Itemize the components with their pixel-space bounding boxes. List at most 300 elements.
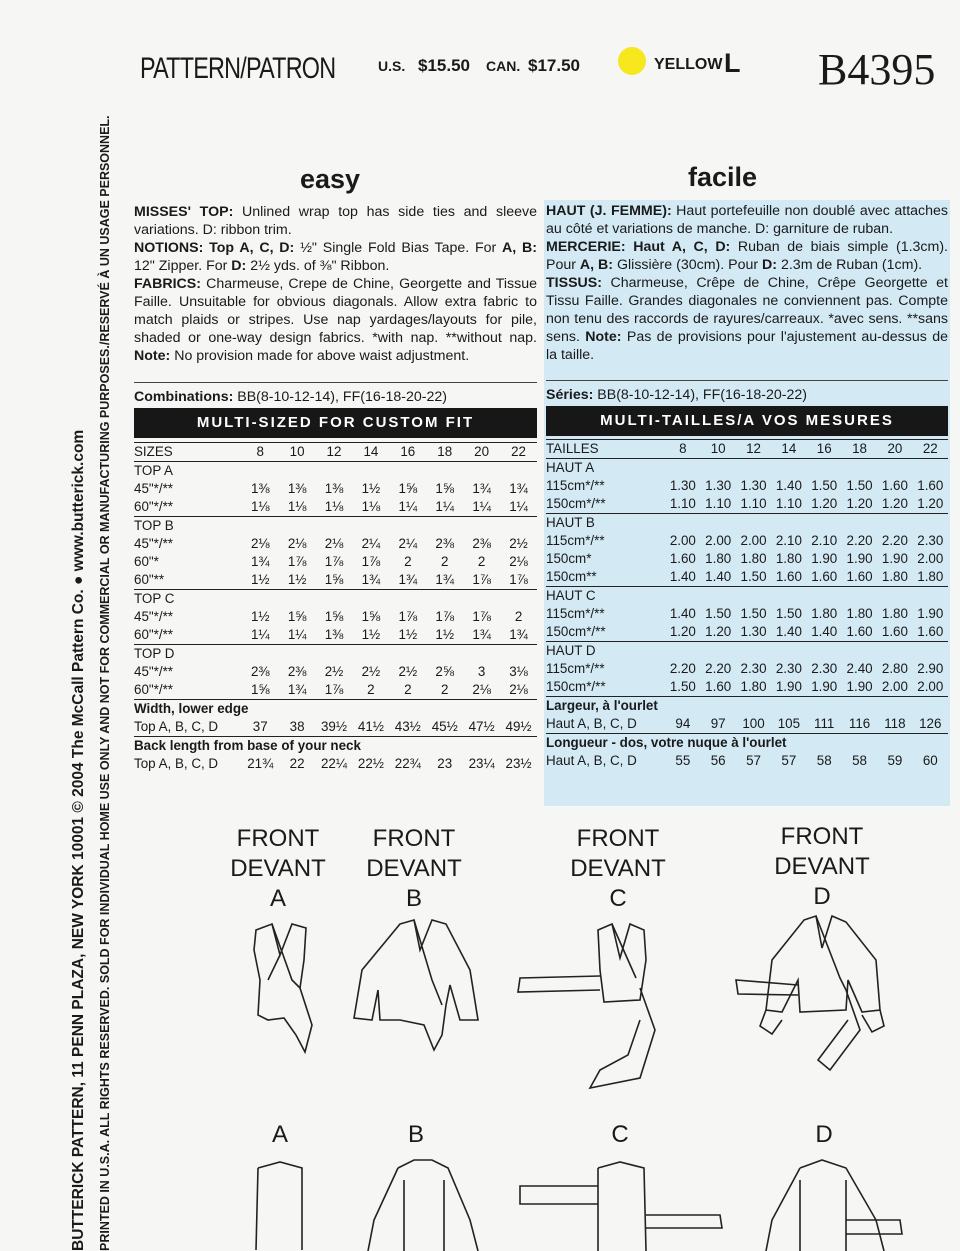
table-cell xyxy=(426,590,463,609)
table-cell: 1½ xyxy=(398,627,418,642)
table-cell: 1.20 xyxy=(881,496,908,511)
table-cell: 1⅜ xyxy=(324,627,344,642)
row-label: 60"*/** xyxy=(134,499,174,514)
sketch-a-back xyxy=(256,1162,302,1250)
table-cell: 116 xyxy=(848,716,871,731)
table-cell: 2.00 xyxy=(669,533,696,548)
row-label: 115cm*/** xyxy=(546,606,605,621)
table-cell xyxy=(913,642,948,661)
table-cell: 2 xyxy=(404,554,412,569)
sizes-header-row xyxy=(546,440,948,459)
yardage-row xyxy=(546,678,948,697)
table-cell: 1.40 xyxy=(669,569,696,584)
table-cell: 12 xyxy=(746,441,761,456)
table-cell xyxy=(807,459,842,478)
back-label-a: A xyxy=(271,1121,288,1148)
table-cell: 1.40 xyxy=(775,478,802,493)
row-label: 45"*/** xyxy=(134,481,174,496)
table-cell: 14 xyxy=(781,441,797,456)
table-cell: 2.20 xyxy=(669,661,696,676)
table-cell: 2.30 xyxy=(775,661,802,676)
table-cell xyxy=(701,587,736,606)
row-label: 115cm*/** xyxy=(546,533,605,548)
row-label: HAUT D xyxy=(546,643,596,658)
table-cell: 2.00 xyxy=(705,533,732,548)
table-cell xyxy=(701,642,736,661)
table-cell: 1.40 xyxy=(811,624,838,639)
table-cell: 8 xyxy=(256,444,264,459)
table-cell: 1.30 xyxy=(740,624,767,639)
row-label: HAUT B xyxy=(546,515,595,530)
table-cell: 2.10 xyxy=(775,533,802,548)
table-cell xyxy=(463,517,500,536)
table-cell: 1⅛ xyxy=(287,499,307,514)
table-cell xyxy=(389,590,426,609)
sketch-label-c: FRONT DEVANT C xyxy=(570,825,666,912)
pattern-label: PATTERN/PATRON xyxy=(140,52,336,85)
table-cell xyxy=(807,642,842,661)
yardage-row xyxy=(546,568,948,587)
row-label: 150cm*/** xyxy=(546,624,606,639)
french-series: Séries: BB(8-10-12-14), FF(16-18-20-22) xyxy=(546,387,808,403)
table-cell: 1½ xyxy=(250,609,270,624)
table-cell: 1¼ xyxy=(398,499,418,514)
table-cell: 1.80 xyxy=(811,606,838,621)
table-cell xyxy=(665,587,700,606)
table-cell: 1¾ xyxy=(287,682,307,697)
yardage-row xyxy=(134,608,537,626)
table-cell: 1¼ xyxy=(435,499,455,514)
yardage-row xyxy=(134,480,537,498)
table-cell: 1⅛ xyxy=(361,499,381,514)
table-cell: 1.60 xyxy=(881,624,908,639)
sketch-d-back xyxy=(766,1160,902,1251)
back-label-c: C xyxy=(611,1121,629,1148)
table-cell: 1⅛ xyxy=(324,499,344,514)
table-cell: 1.90 xyxy=(811,679,838,694)
table-cell: 2.80 xyxy=(881,661,908,676)
row-label: TOP D xyxy=(134,646,175,661)
sketch-c-back xyxy=(520,1162,722,1251)
row-label: 45"*/** xyxy=(134,664,174,679)
table-cell xyxy=(736,459,771,478)
row-label: Longueur - dos, votre nuque à l'ourlet xyxy=(546,735,787,750)
yardage-row xyxy=(546,532,948,550)
row-label: Back length from base of your neck xyxy=(134,738,361,753)
table-cell: 2⅛ xyxy=(472,682,491,697)
english-description: MISSES' TOP: Unlined wrap top has side ties and sleeve variations. D: ribbon trim. NOTIONS: Top A, C, D: ½" Single Fold Bias Tape. For A, B: 12" Zipper. For D: 2½ yds. of ⅜" Ribbon. FABRICS: Charmeuse, Crepe de Chine, Georgette and Tissue Faille. Unsuitable for obvious diagonals. Allow extra fabric to match plaids or stripes. Use nap yardages/layouts for pile, shaded or one-way design fabrics. *with nap. **without nap. Note: No provision made for above waist adjustment. xyxy=(134,204,538,364)
table-cell: 1.60 xyxy=(811,569,838,584)
table-cell xyxy=(316,517,353,536)
table-cell: 1⅝ xyxy=(324,609,344,624)
back-length-label-row xyxy=(546,734,948,753)
yardage-row xyxy=(134,663,537,681)
table-cell: 1.60 xyxy=(846,624,873,639)
table-cell: 1½ xyxy=(250,572,270,587)
row-label: TAILLES xyxy=(546,441,599,456)
table-cell: 2.40 xyxy=(846,661,873,676)
pattern-code: B4395 xyxy=(818,45,936,94)
table-cell: 1.90 xyxy=(846,679,873,694)
table-cell xyxy=(352,645,389,664)
table-cell: 55 xyxy=(675,753,691,768)
table-cell xyxy=(807,587,842,606)
table-cell: 1⅞ xyxy=(398,609,418,624)
table-cell: 60 xyxy=(922,753,938,768)
table-cell: 59 xyxy=(887,753,903,768)
table-cell xyxy=(771,459,806,478)
table-cell xyxy=(316,645,353,664)
table-cell: 1.30 xyxy=(669,478,696,493)
table-cell xyxy=(736,587,771,606)
table-cell: 1.60 xyxy=(881,478,908,493)
table-cell: 1¼ xyxy=(472,499,491,514)
row-label: 150cm*/** xyxy=(546,496,606,511)
back-label-b: B xyxy=(407,1121,424,1148)
table-cell: 1.60 xyxy=(917,478,944,493)
table-cell: 1.80 xyxy=(846,606,873,621)
row-label: 115cm*/** xyxy=(546,661,605,676)
table-cell: 2⅛ xyxy=(324,536,344,551)
table-cell: 1.60 xyxy=(669,551,696,566)
back-label-d: D xyxy=(815,1121,833,1148)
table-cell: 1.10 xyxy=(705,496,732,511)
table-cell: 10 xyxy=(289,444,305,459)
row-label: TOP C xyxy=(134,591,175,606)
table-cell: 2½ xyxy=(509,536,528,551)
table-cell: 38 xyxy=(289,719,305,734)
table-cell: 3⅛ xyxy=(509,664,528,679)
table-cell: 2.30 xyxy=(740,661,767,676)
table-cell xyxy=(736,514,771,533)
row-label: 60"* xyxy=(134,554,159,569)
table-cell: 1⅝ xyxy=(287,609,307,624)
table-cell xyxy=(279,462,316,481)
table-cell: 1¼ xyxy=(287,627,307,642)
table-cell: 1.40 xyxy=(775,624,802,639)
table-cell: 2⅛ xyxy=(509,682,528,697)
yardage-row xyxy=(546,605,948,623)
yardage-row xyxy=(546,550,948,568)
table-cell: 1.40 xyxy=(669,606,696,621)
table-cell: 23½ xyxy=(505,756,532,771)
table-cell xyxy=(352,462,389,481)
table-cell: 1.40 xyxy=(705,569,732,584)
table-cell: 22 xyxy=(922,441,938,456)
table-cell: 94 xyxy=(675,716,691,731)
row-label: TOP B xyxy=(134,518,174,533)
table-cell xyxy=(352,590,389,609)
table-cell: 1¼ xyxy=(509,499,528,514)
sketch-b-front xyxy=(354,920,478,1050)
table-cell xyxy=(913,459,948,478)
table-cell: 1⅜ xyxy=(250,481,270,496)
table-cell xyxy=(279,517,316,536)
group-name-row xyxy=(134,462,537,481)
table-cell: 1⅝ xyxy=(398,481,418,496)
table-cell: 2 xyxy=(367,682,375,697)
table-cell: 2.00 xyxy=(917,679,944,694)
row-label: 115cm*/** xyxy=(546,478,605,493)
back-length-values-row xyxy=(134,755,537,773)
table-cell: 45½ xyxy=(431,719,458,734)
sketch-area xyxy=(0,820,960,1251)
table-cell: 1⅞ xyxy=(472,609,491,624)
table-cell xyxy=(771,587,806,606)
table-cell: 1⅜ xyxy=(287,481,307,496)
sketch-c-front xyxy=(598,924,646,1002)
us-price: $15.50 xyxy=(418,56,470,75)
sizes-header-row xyxy=(134,443,537,462)
yardage-row xyxy=(134,571,537,590)
table-cell: 2⅝ xyxy=(435,664,455,679)
french-yardage-table xyxy=(546,439,948,770)
row-label: 45"*/** xyxy=(134,536,174,551)
table-cell: 1⅞ xyxy=(509,572,528,587)
table-cell: 105 xyxy=(777,716,801,731)
row-label: TOP A xyxy=(134,463,173,478)
table-cell: 1⅝ xyxy=(361,609,381,624)
table-cell: 12 xyxy=(326,444,342,459)
yardage-row xyxy=(546,623,948,642)
table-cell: 20 xyxy=(887,441,903,456)
spine-line-2: PRINTED IN U.S.A. ALL RIGHTS RESERVED. SOLD FOR INDIVIDUAL HOME USE ONLY AND NOT FOR COMMERCIAL OR MANUFACTURING PURPOSES./RESERVÉ À UN USAGE PERSONNEL. xyxy=(98,115,112,1251)
table-cell: 2¼ xyxy=(398,536,418,551)
table-cell: 1½ xyxy=(361,627,381,642)
table-cell: 2.10 xyxy=(811,533,838,548)
table-cell: 1¾ xyxy=(435,572,455,587)
table-cell: 2⅛ xyxy=(509,554,528,569)
row-label: Top A, B, C, D xyxy=(134,719,219,734)
table-cell: 1⅛ xyxy=(250,499,270,514)
row-label: Haut A, B, C, D xyxy=(546,753,637,768)
table-cell: 1.20 xyxy=(811,496,838,511)
heading-facile: facile xyxy=(688,162,758,192)
table-cell xyxy=(842,514,877,533)
french-description: HAUT (J. FEMME): Haut portefeuille non doublé avec attaches au côté et variations de manche. D: garniture de ruban. MERCERIE: Haut A, C, D: Ruban de biais simple (1.3cm). Pour A, B: Glissière (30cm). Pour D: 2.3m de Ruban (1cm). TISSUS: Charmeuse, Crêpe de Chine, Crêpe Georgette et Tissu Faille. Grandes diagonales ne conviennent pas. Compte non tenu des raccords de rayures/carreaux. *avec sens. **sans sens. Note: Pas de provisions pour l'ajustement au-dessus de la taille. xyxy=(546,203,948,363)
table-cell: 2½ xyxy=(398,664,418,679)
english-band: MULTI-SIZED FOR CUSTOM FIT xyxy=(134,408,537,438)
table-cell: 23¼ xyxy=(468,756,495,771)
table-cell: 37 xyxy=(252,719,268,734)
row-label: HAUT A xyxy=(546,460,595,475)
table-cell xyxy=(426,517,463,536)
table-cell: 1⅞ xyxy=(361,554,381,569)
table-cell: 1¾ xyxy=(509,481,528,496)
table-cell: 2.00 xyxy=(881,679,908,694)
table-cell xyxy=(279,590,316,609)
table-cell: 100 xyxy=(742,716,765,731)
row-label: SIZES xyxy=(134,444,173,459)
table-cell xyxy=(500,590,537,609)
table-cell xyxy=(242,517,279,536)
table-cell: 1.90 xyxy=(811,551,838,566)
table-cell: 2 xyxy=(514,609,523,624)
row-label: 60"*/** xyxy=(134,627,174,642)
row-label: Haut A, B, C, D xyxy=(546,716,637,731)
table-cell: 1½ xyxy=(287,572,307,587)
table-cell xyxy=(389,462,426,481)
sketch-b-back xyxy=(368,1160,478,1251)
table-cell: 2.20 xyxy=(846,533,873,548)
back-length-label-row xyxy=(134,737,537,756)
table-cell: 1.80 xyxy=(917,569,944,584)
table-cell: 1.50 xyxy=(775,606,802,621)
sketch-label-b: FRONT DEVANT B xyxy=(366,825,462,912)
table-cell: 2.90 xyxy=(917,661,944,676)
table-cell: 2⅜ xyxy=(472,536,491,551)
table-cell xyxy=(913,587,948,606)
sketch-a-front xyxy=(254,924,312,1052)
table-cell: 8 xyxy=(679,441,687,456)
width-label-row xyxy=(134,700,537,719)
table-cell: 1.90 xyxy=(775,679,802,694)
table-cell: 22 xyxy=(511,444,526,459)
group-name-row xyxy=(546,514,948,533)
table-cell: 1.80 xyxy=(705,551,732,566)
table-cell: 1.80 xyxy=(740,679,767,694)
table-cell: 22¼ xyxy=(320,756,348,771)
table-cell: 2 xyxy=(404,682,412,697)
table-cell: 10 xyxy=(710,441,726,456)
table-cell xyxy=(842,459,877,478)
row-label: Top A, B, C, D xyxy=(134,756,219,771)
table-cell: 16 xyxy=(816,441,832,456)
table-cell: 2 xyxy=(440,682,449,697)
table-cell xyxy=(665,459,700,478)
table-cell: 1.20 xyxy=(669,624,696,639)
table-cell xyxy=(352,517,389,536)
table-cell: 1⅞ xyxy=(324,554,344,569)
table-cell: 1.60 xyxy=(775,569,802,584)
yardage-row xyxy=(134,681,537,700)
table-cell: 1⅜ xyxy=(324,481,344,496)
yardage-row xyxy=(134,553,537,571)
table-cell xyxy=(736,642,771,661)
group-name-row xyxy=(134,590,537,609)
table-cell xyxy=(665,642,700,661)
table-cell: 1½ xyxy=(361,481,381,496)
table-cell xyxy=(426,645,463,664)
table-cell xyxy=(389,517,426,536)
row-label: 60"*/** xyxy=(134,682,174,697)
table-cell: 126 xyxy=(919,716,942,731)
table-cell xyxy=(500,517,537,536)
table-cell: 1½ xyxy=(435,627,455,642)
yardage-row xyxy=(546,660,948,678)
french-band: MULTI-TAILLES/A VOS MESURES xyxy=(546,406,948,436)
table-cell: 2.20 xyxy=(705,661,732,676)
table-cell: 1.50 xyxy=(846,478,873,493)
group-name-row xyxy=(134,517,537,536)
table-cell xyxy=(771,514,806,533)
english-combinations: Combinations: BB(8-10-12-14), FF(16-18-20-22) xyxy=(134,389,447,405)
table-cell: 1¾ xyxy=(472,627,491,642)
table-cell: 1.90 xyxy=(917,606,944,621)
table-cell: 22½ xyxy=(357,756,384,771)
yardage-row xyxy=(134,535,537,553)
table-cell xyxy=(500,645,537,664)
table-cell: 1.50 xyxy=(705,606,732,621)
table-cell xyxy=(913,514,948,533)
table-cell: 1.30 xyxy=(705,478,732,493)
table-cell: 1.50 xyxy=(740,569,767,584)
table-cell: 1⅝ xyxy=(250,682,270,697)
table-cell xyxy=(771,642,806,661)
sticker-color-label: YELLOW xyxy=(654,56,723,73)
table-cell: 1⅞ xyxy=(435,609,455,624)
heading-easy: easy xyxy=(300,164,361,194)
table-cell: 2.00 xyxy=(917,551,944,566)
table-cell xyxy=(463,462,500,481)
table-cell xyxy=(701,459,736,478)
width-values-row xyxy=(134,718,537,737)
table-cell: 14 xyxy=(363,444,379,459)
table-cell: 2 xyxy=(440,554,449,569)
table-cell: 1.20 xyxy=(846,496,873,511)
table-cell: 2⅛ xyxy=(287,536,307,551)
table-cell: 1.80 xyxy=(775,551,802,566)
table-cell: 2.30 xyxy=(917,533,944,548)
yardage-row xyxy=(134,626,537,645)
table-cell: 1.10 xyxy=(740,496,767,511)
sketch-label-d: FRONT DEVANT D xyxy=(774,823,870,910)
table-cell: 1.50 xyxy=(811,478,838,493)
table-cell xyxy=(316,590,353,609)
table-cell: 57 xyxy=(746,753,761,768)
table-cell xyxy=(701,514,736,533)
table-cell: 18 xyxy=(852,441,868,456)
table-cell: 2.00 xyxy=(740,533,767,548)
table-cell: 1.10 xyxy=(669,496,696,511)
table-cell xyxy=(877,514,912,533)
table-cell: 2¼ xyxy=(361,536,381,551)
table-cell xyxy=(807,514,842,533)
yardage-row xyxy=(134,498,537,517)
table-cell: 2⅜ xyxy=(435,536,455,551)
table-cell: 2 xyxy=(477,554,486,569)
row-label: Largeur, à l'ourlet xyxy=(546,698,658,713)
table-cell: 2.20 xyxy=(881,533,908,548)
table-cell xyxy=(877,587,912,606)
row-label: Width, lower edge xyxy=(134,701,249,716)
table-cell: 1.50 xyxy=(669,679,696,694)
yellow-dot-icon xyxy=(618,47,646,75)
row-label: 60"** xyxy=(134,572,165,587)
group-name-row xyxy=(134,645,537,664)
row-label: HAUT C xyxy=(546,588,596,603)
table-cell: 1¾ xyxy=(509,627,528,642)
table-cell: 111 xyxy=(814,716,835,731)
table-cell: 1¼ xyxy=(250,627,270,642)
table-cell: 43½ xyxy=(394,719,421,734)
row-label: 150cm*/** xyxy=(546,679,606,694)
table-cell xyxy=(242,462,279,481)
table-cell xyxy=(877,459,912,478)
table-cell: 1.20 xyxy=(917,496,944,511)
table-cell: 58 xyxy=(816,753,832,768)
yardage-row xyxy=(546,495,948,514)
width-values-row xyxy=(546,715,948,734)
table-cell: 1⅝ xyxy=(324,572,344,587)
table-cell: 1⅞ xyxy=(287,554,307,569)
table-cell xyxy=(389,645,426,664)
group-name-row xyxy=(546,642,948,661)
table-cell: 1.10 xyxy=(775,496,802,511)
table-cell: 97 xyxy=(710,716,726,731)
row-label: 150cm** xyxy=(546,569,597,584)
row-label: 45"*/** xyxy=(134,609,174,624)
